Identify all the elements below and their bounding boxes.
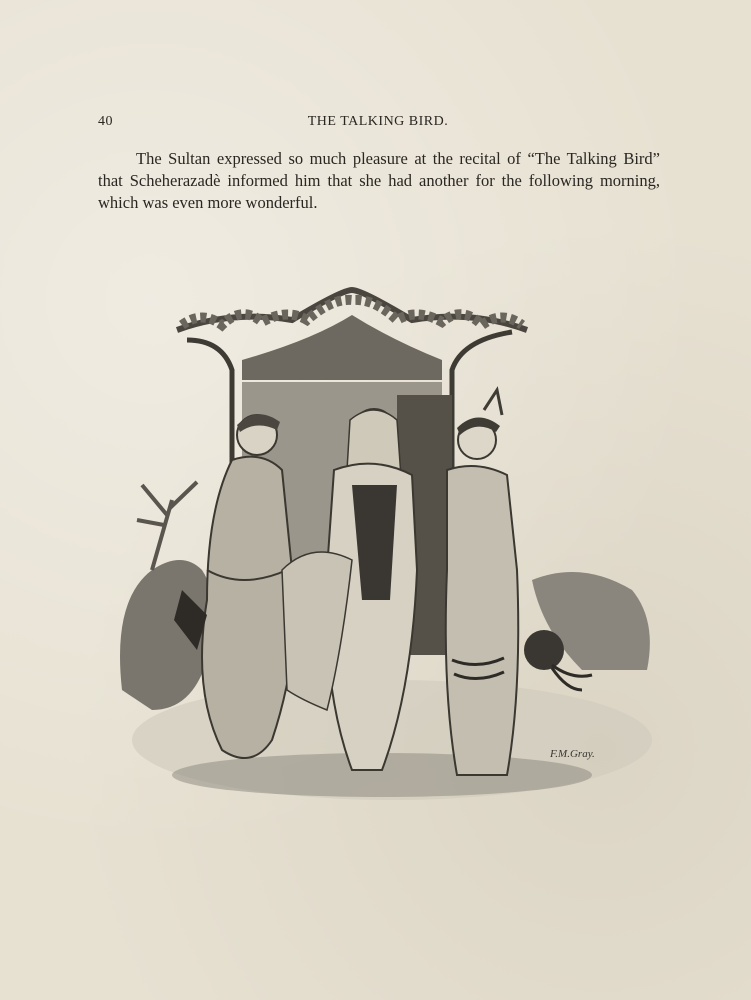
page-number: 40: [98, 114, 113, 129]
illustration: [112, 270, 657, 810]
artist-signature: F.M.Gray.: [550, 748, 595, 760]
illustration-drawing: [112, 270, 657, 810]
running-title: THE TALKING BIRD.: [307, 114, 449, 129]
running-head: [98, 114, 658, 134]
body-paragraph: The Sultan expressed so much pleasure at the recital of “The Talking Bird” that Scheherazadè informed him that she had another for the following morning, which was even more wonderful.: [98, 149, 660, 212]
